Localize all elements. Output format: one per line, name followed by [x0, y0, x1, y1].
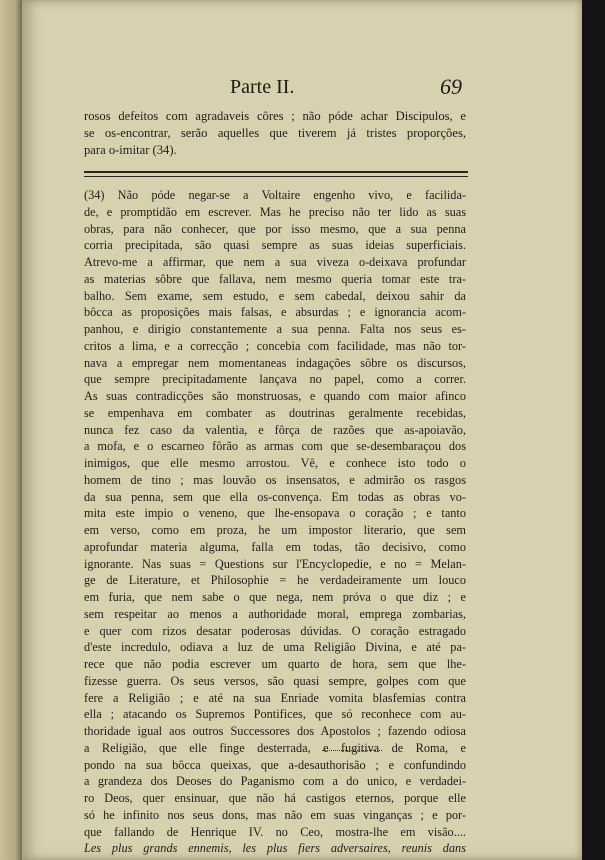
footnote-line: d'este incredulo, odiava a luz de uma Religião Divina, e até pa- — [84, 640, 466, 655]
page-header — [22, 74, 582, 104]
footnote-line: ella ; atacando os Supremos Pontifices, que só reconhece com au- — [84, 707, 466, 722]
footnote-line: que sempre precipitadamente lançava no papel, como a correr. — [84, 372, 466, 387]
footnote-line: fere a Religião ; e até na sua Enriade vomita blasfemias contra — [84, 690, 466, 705]
footnote-line: a mofa, e o escarneo fôrão as armas com que se-desembaraçou dos — [84, 439, 466, 454]
footnote-line: fizesse guerra. Os seus versos, são quasi sempre, golpes com que — [84, 673, 466, 688]
footnote-line: ro Deos, quer ensinuar, que não há castigos eternos, porque elle — [84, 791, 466, 805]
footnote-line: pondo na sua bôcca queixas, que a-desauthorisão ; e confundindo — [84, 757, 466, 772]
footnote-line: panhou, e dirigio constantemente a sua penna. Falta nos seus es- — [84, 322, 466, 336]
footnote-line: rece que não podia escrever um quarto de hora, sem que lhe- — [84, 657, 466, 671]
footnote-line: e quer com rizos desatar poderosas dúvidas. O coração estragado — [84, 623, 466, 638]
footnote-line: critos a lima, e a correcção ; concebia com facilidade, mas não tor- — [84, 338, 466, 353]
footnote-line: Les plus grands ennemis, les plus fiers adversaires, reunis dans — [84, 841, 466, 856]
footnote-line: thoridade igual aos outros Successores dos Apostolos ; fazendo odiosa — [84, 724, 466, 738]
footnote-separator-rule — [84, 171, 468, 177]
footnote-line: (34) Não póde negar-se a Voltaire engenho vivo, e facilida- — [84, 188, 466, 202]
footnote-line: homem de tino ; mas louvão os insensatos, e admirão os rasgos — [84, 472, 466, 487]
footnote-line: da sua penna, sem que ella os-convença. Em todas as obras vo- — [84, 489, 466, 504]
footnote-line: bôcca as proposições mais falsas, e absurdas ; e ignorancia acom- — [84, 305, 466, 320]
footnote-line: só he infinito nos seus dons, mas não em suas vinganças ; e por- — [84, 807, 466, 822]
footnote-line: nunca fez caso da valentia, e fôrça de razões que as-apoiavão, — [84, 422, 466, 437]
footnote-line: em verso, como em proza, he um impostor literario, que sem — [84, 523, 466, 537]
catchword-rule — [322, 750, 382, 751]
footnote-line: em furia, que nem sabe o que nega, nem próva o que diz ; e — [84, 590, 466, 604]
footnote-line: nava a empregar nem momentaneas indagações sôbre os discursos, — [84, 355, 466, 370]
footnote-line: corria precipitada, são quasi sempre as suas ideias superficiais. — [84, 238, 466, 253]
book-page — [22, 0, 582, 860]
footnote-line: aprofundar materia alguma, falla em todas, tão decisivo, como — [84, 539, 466, 554]
footnote-34 — [84, 187, 466, 857]
footnote-line: Atrevo-me a affirmar, que nem a sua viveza o-deixava profundar — [84, 255, 466, 269]
text-line: se os-encontrar, serão aquelles que tiverem já tristes proporções, — [84, 126, 466, 140]
footnote-line: As suas contradicções são monstruosas, e quando com maior afinco — [84, 389, 466, 403]
footnote-line: ge de Literature, et Philosophie = he verdadeiramente um louco — [84, 573, 466, 588]
footnote-line: inimigos, que elle mesmo arrostou. Vê, e conhece isto todo o — [84, 456, 466, 470]
page-number: 69 — [440, 74, 462, 99]
text-line: para o-imitar (34). — [84, 143, 177, 157]
footnote-line: a Religião, que elle finge desterrada, e fugitiva de Roma, e — [84, 740, 466, 755]
footnote-line: obras, para não conhecer, que por isso mesmo, que a sua penna — [84, 221, 466, 236]
footnote-line: balho. Sem exame, sem estudo, e sem cabedal, deixou sahir da — [84, 288, 466, 303]
running-head: Parte II. — [230, 76, 295, 98]
footnote-line: a grandeza dos Deoses do Paganismo com a do unico, e verdadei- — [84, 774, 466, 789]
footnote-line: sem respeitar ao menos a authoridade moral, emprega zombarias, — [84, 606, 466, 621]
footnote-line: se empenhava em combater as doutrinas geralmente recebidas, — [84, 405, 466, 420]
footnote-line: que fallando de Henrique IV. no Ceo, mostra-lhe em visão.... — [84, 824, 466, 839]
text-line: rosos defeitos com agradaveis côres ; não póde achar Discipulos, e — [84, 109, 466, 123]
footnote-line: mita este impio o veneno, que lhe-ensopava o coração ; e tanto — [84, 506, 466, 521]
main-text — [84, 108, 466, 159]
footnote-line: as materias sôbre que fallava, nem mesmo queria tomar este tra- — [84, 271, 466, 286]
scan-background — [582, 0, 605, 860]
facing-page-edge — [0, 0, 22, 860]
footnote-line: de, e promptidão em escrever. Mas he preciso não ter lido as suas — [84, 204, 466, 219]
footnote-line: ignorante. Nas suas = Questions sur l'Encyclopedie, e no = Melan- — [84, 556, 466, 571]
